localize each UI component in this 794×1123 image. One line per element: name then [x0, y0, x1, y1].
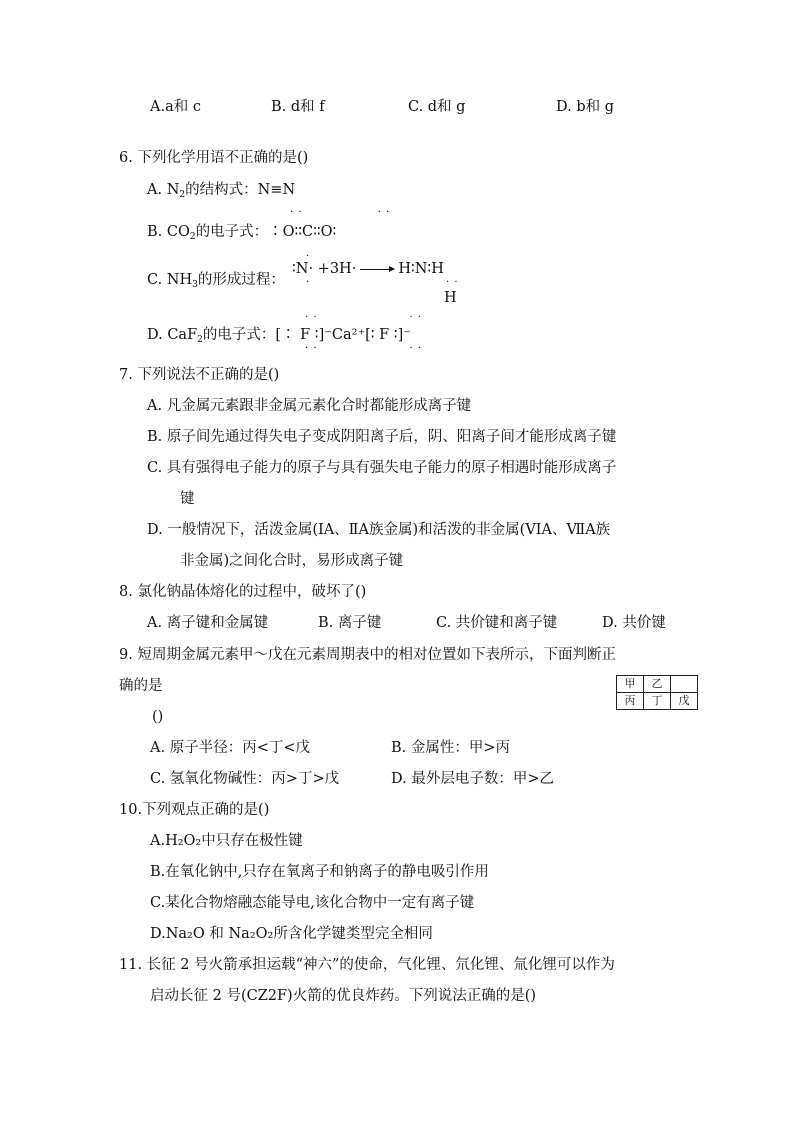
q10-stem: 10.下列观点正确的是() [119, 802, 270, 818]
q7-option-c-line1: C. 具有强得电子能力的原子与具有强失电子能力的原子相遇时能形成离子 [147, 460, 617, 476]
q9-stem-line1: 9. 短周期金属元素甲～戊在元素周期表中的相对位置如下表所示，下面判断正 [119, 647, 616, 663]
reaction-arrow-icon [360, 269, 394, 270]
table-cell: 戊 [671, 693, 698, 710]
q9-option-c: C. 氢氧化物碱性：丙>丁>戊 [150, 771, 340, 787]
q5-option-b: B. d和 f [271, 99, 325, 115]
q6-c-dot-top: · [306, 251, 311, 262]
q7-option-b: B. 原子间先通过得失电子变成阴阳离子后，阴、阳离子间才能形成离子键 [147, 429, 617, 445]
q9-paren: () [152, 709, 164, 725]
q7-option-d-line1: D. 一般情况下，活泼金属(ⅠA、ⅡA族金属)和活泼的非金属(VIA、ⅦA族 [147, 522, 611, 538]
q9-option-b: B. 金属性：甲>丙 [391, 740, 511, 756]
q10-option-b: B.在氧化钠中,只存在氧离子和钠离子的静电吸引作用 [150, 864, 489, 880]
q8-option-d: D. 共价键 [602, 615, 666, 631]
q7-option-c-line2: 键 [180, 491, 195, 507]
q11-stem-line2: 启动长征 2 号(CZ2F)火箭的优良炸药。下列说法正确的是() [150, 988, 537, 1004]
table-cell: 丙 [617, 693, 644, 710]
q6-option-b: B. $CO_2$的电子式：∶O∶∶C∶∶O∶ [147, 224, 337, 242]
q5-option-d: D. b和 g [556, 99, 614, 115]
q6-c-dots-bottom: · · [446, 277, 459, 288]
q7-stem: 7. 下列说法不正确的是() [119, 367, 280, 383]
q8-option-a: A. 离子键和金属键 [147, 615, 269, 631]
q10-option-d: D.Na₂O 和 Na₂O₂所含化学键类型完全相同 [150, 926, 433, 942]
q6-b-dots-top: · · · · [290, 207, 391, 218]
table-cell: 乙 [644, 676, 671, 693]
table-cell [671, 676, 698, 693]
periodic-position-table [616, 675, 698, 710]
q6-c-hydrogen-below: H [444, 290, 457, 306]
table-cell: 丁 [644, 693, 671, 710]
q6-option-d: D. CaF$_2$的电子式：[∶ F ∶]⁻Ca²⁺[∶ F ∶]⁻ [147, 327, 411, 345]
q5-option-c: C. d和 g [408, 99, 466, 115]
q7-option-a: A. 凡金属元素跟非金属元素化合时都能形成离子键 [147, 398, 472, 414]
q8-option-b: B. 离子键 [318, 615, 382, 631]
q10-option-c: C.某化合物熔融态能导电,该化合物中一定有离子键 [150, 895, 475, 911]
q8-stem: 8. 氯化钠晶体熔化的过程中，破坏了() [119, 584, 367, 600]
q5-option-a: A.a和 c [150, 99, 201, 115]
q6-option-c: C. $NH_3$的形成过程： [147, 272, 285, 290]
q10-option-a: A.H₂O₂中只存在极性键 [150, 833, 303, 849]
q8-option-c: C. 共价键和离子键 [436, 615, 558, 631]
q6-d-dots-bottom: · · · · [305, 343, 423, 354]
q7-option-d-line2: 非金属)之间化合时，易形成离子键 [180, 553, 404, 569]
q11-stem-line1: 11. 长征 2 号火箭承担运载“神六”的使命，气化锂、氘化锂、氚化锂可以作为 [119, 957, 615, 973]
q6-c-dot-bottom: · [306, 277, 311, 288]
q9-option-a: A. 原子半径：丙<丁<戊 [150, 740, 310, 756]
q9-stem-line2: 确的是 [119, 678, 163, 694]
q6-d-dots-top: · · · · [305, 312, 423, 323]
table-cell: 甲 [617, 676, 644, 693]
q9-option-d: D. 最外层电子数：甲>乙 [391, 771, 554, 787]
q6-option-a: A. $N_2$的结构式：N≡N [147, 182, 296, 200]
q6-stem: 6. 下列化学用语不正确的是() [119, 150, 309, 166]
q6-c-equation: ∶N· +3H· H∶N∶H [292, 261, 444, 277]
